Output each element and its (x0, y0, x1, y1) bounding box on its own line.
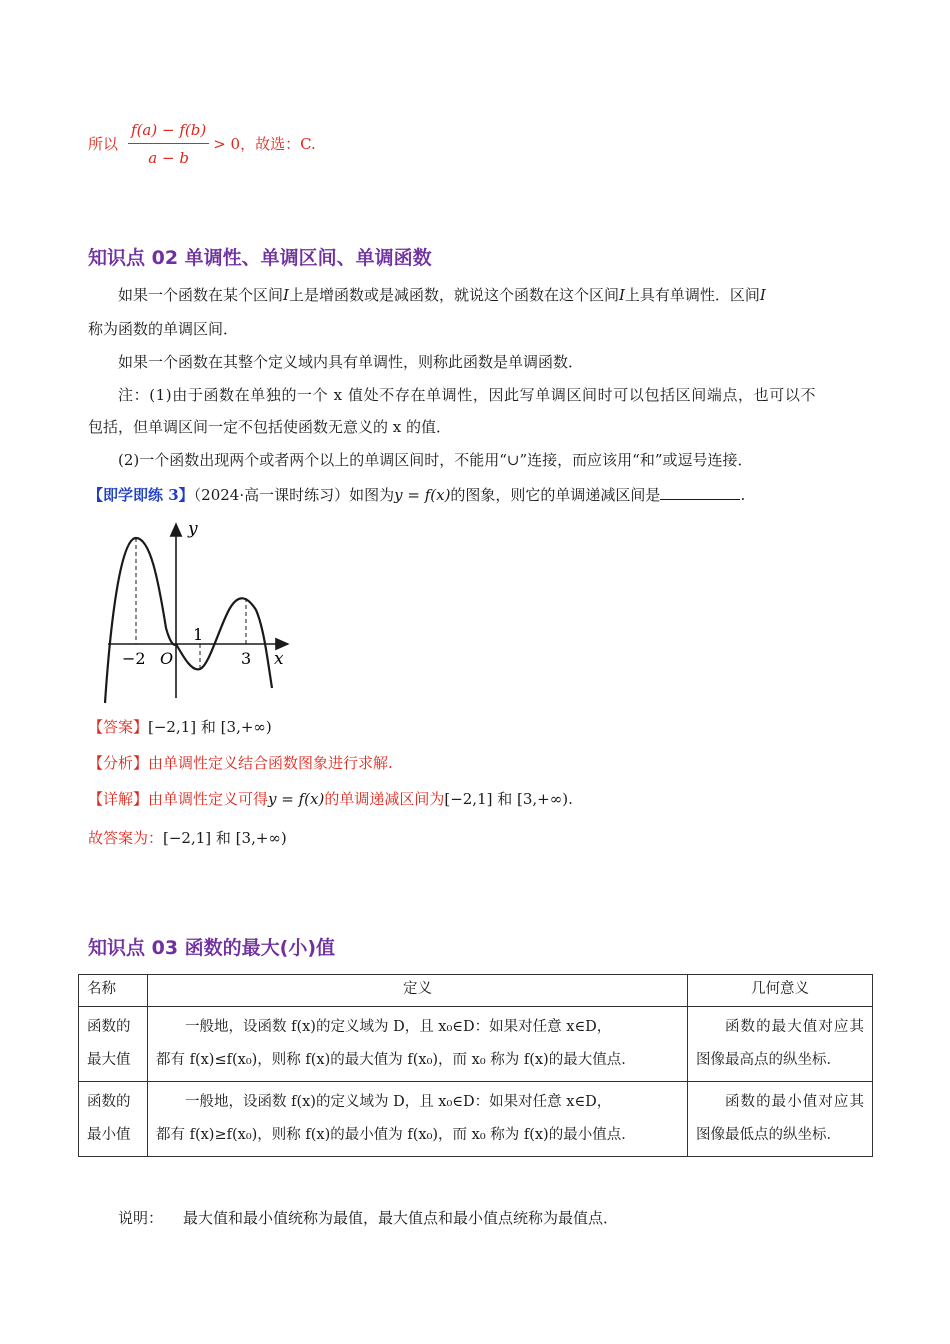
conclusion-line (88, 116, 316, 172)
x-axis-label: x (274, 649, 284, 669)
exercise-question: 的图象，则它的单调递减区间是 (450, 486, 661, 504)
section02-note1-line1: 注：(1)由于函数在单独的一个 x 值处不存在单调性，因此写单调区间时可以包括区间端点，也可以不 (118, 386, 817, 404)
answer-line (88, 717, 272, 737)
origin-label: O (160, 649, 174, 668)
table-row (79, 1082, 873, 1157)
section02-note1-line2: 包括，但单调区间一定不包括使函数无意义的 x 的值． (88, 418, 451, 436)
answer-blank[interactable] (660, 485, 740, 500)
fraction-denominator: a − b (148, 149, 189, 167)
analysis-text: 由单调性定义结合函数图象进行求解. (148, 754, 393, 772)
row-definition: 一般地，设函数 f(x)的定义域为 D，且 x₀∈D：如果对任意 x∈D， 都有 f(x)≤f(x₀)，则称 f(x)的最大值为 f(x₀)，而 x₀ 称为 f(x)的最大值点． (148, 1007, 688, 1082)
tick-label-1: 1 (193, 625, 204, 644)
table-note-label: 说明： (118, 1209, 164, 1227)
table-note (118, 1208, 618, 1228)
exercise-3: 【即学即练 3】（2024·高一课时练习）如图为y = f(x)的图象，则它的单调递减区间是 . (88, 486, 746, 504)
analysis-tag: 【分析】 (88, 754, 149, 772)
tick-label-neg2: −2 (122, 649, 146, 668)
final-answer-interval: [−2,1] 和 [3,+∞) (163, 829, 287, 847)
exercise-source: （2024·高一课时练习）如图为 (193, 486, 395, 504)
section02-para1-line1: 如果一个函数在某个区间I上是增函数或是减函数，就说这个函数在这个区间I上具有单调性．区间I (118, 286, 766, 304)
conclusion-prefix: 所以 (88, 135, 119, 153)
fraction (128, 120, 209, 168)
fraction-numerator: f(a) − f(b) (128, 120, 209, 144)
analysis-line (88, 753, 393, 773)
section02-para2: 如果一个函数在其整个定义域内具有单调性，则称此函数是单调函数． (118, 353, 584, 371)
section02-note2: (2)一个函数出现两个或者两个以上的单调区间时，不能用“∪”连接，而应该用“和”或逗号连接． (118, 451, 753, 469)
section-heading-02: 知识点 02 单调性、单调区间、单调函数 (88, 247, 432, 269)
table-note-text: 最大值和最小值统称为最值，最大值点和最小值点统称为最值点． (183, 1209, 619, 1227)
conclusion-relation: > 0 (213, 135, 241, 153)
answer-tag: 【答案】 (88, 718, 149, 736)
row-name: 函数的最大值 (79, 1007, 148, 1082)
function-curve (105, 538, 272, 703)
tick-label-3: 3 (241, 649, 252, 668)
section-heading-03: 知识点 03 函数的最大(小)值 (88, 937, 336, 959)
row-name: 函数的最小值 (79, 1082, 148, 1157)
row-meaning: 函数的最大值对应其图像最高点的纵坐标． (688, 1007, 873, 1082)
detail-line: 【详解】由单调性定义可得y = f(x)的单调递减区间为[−2,1] 和 [3,+∞). (88, 790, 573, 808)
detail-tag: 【详解】 (88, 790, 149, 808)
definition-table (78, 974, 873, 1157)
function-graph (88, 518, 308, 708)
y-axis-label: y (188, 519, 198, 539)
header-meaning: 几何意义 (688, 975, 873, 1007)
table-row (79, 1007, 873, 1082)
header-name: 名称 (79, 975, 148, 1007)
answer-text: [−2,1] 和 [3,+∞) (148, 718, 272, 736)
table-header-row (79, 975, 873, 1007)
conclusion-suffix: ，故选：C. (240, 135, 316, 153)
row-meaning: 函数的最小值对应其图像最低点的纵坐标． (688, 1082, 873, 1157)
header-definition: 定义 (148, 975, 688, 1007)
final-answer-line (88, 828, 287, 848)
final-answer-label: 故答案为： (88, 829, 164, 847)
exercise-func: y = f(x) (394, 486, 451, 504)
section02-para1-line2: 称为函数的单调区间． (88, 320, 239, 338)
exercise-tag: 【即学即练 3】 (88, 486, 194, 504)
row-definition: 一般地，设函数 f(x)的定义域为 D，且 x₀∈D：如果对任意 x∈D， 都有 f(x)≥f(x₀)，则称 f(x)的最小值为 f(x₀)，而 x₀ 称为 f(x)的最小值点． (148, 1082, 688, 1157)
